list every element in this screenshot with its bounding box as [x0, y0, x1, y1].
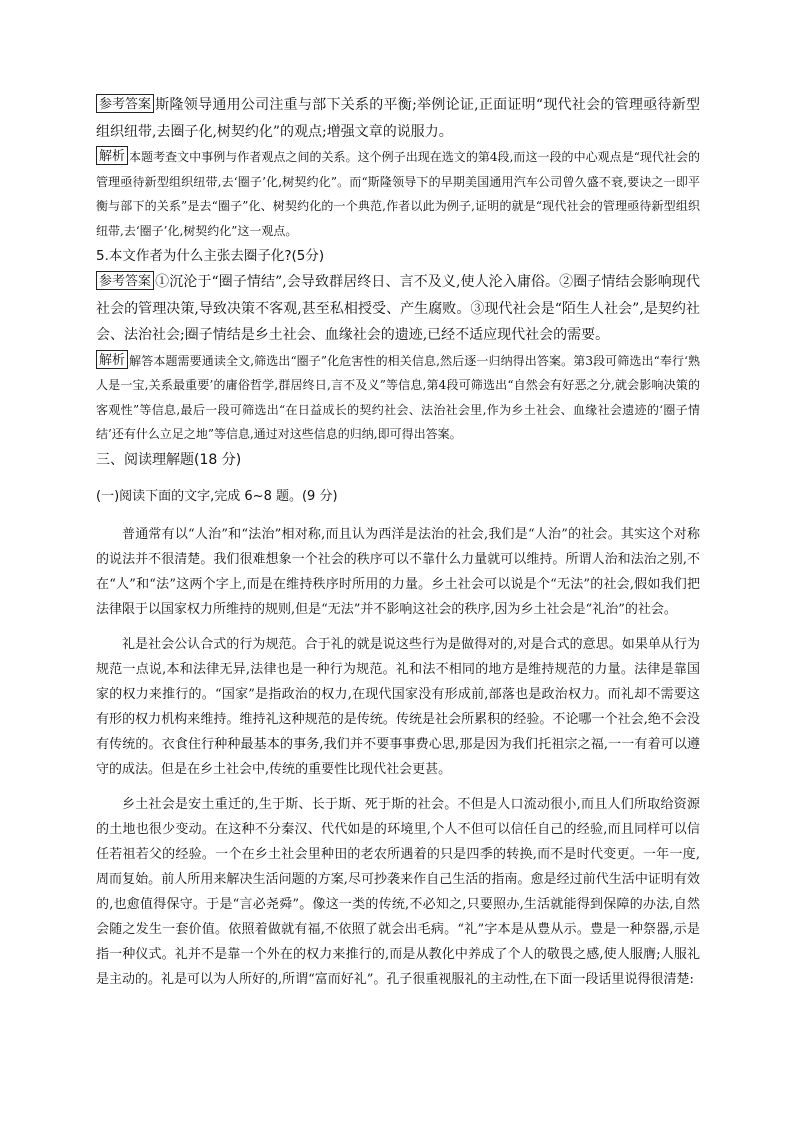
document-page	[96, 92, 700, 992]
q5-analysis-text: 解答本题需要通读全文,筛选出“圈子”化危害性的相关信息,然后逐一归纳得出答案。第3段可筛选出“奉行‘熟人是一宝,关系最重要’的庸俗哲学,群居终日,言不及义”等信息,第4段可筛选出“自然会有好恶之分,就会影响决策的客观性”等信息,最后一段可筛选出“在日益成长的契约社会、法治社会里,作为乡土社会、血缘社会遗迹的‘圈子情结’还有什么立足之地”等信息,通过对这些信息的归纳,即可得出答案。	[96, 353, 700, 441]
q4-analysis	[96, 145, 700, 243]
section-title: 三、阅读理解题(18 分)	[96, 451, 242, 468]
q5-answer	[96, 269, 700, 349]
reading-paragraph-3: 乡土社会是安土重迁的,生于斯、长于斯、死于斯的社会。不但是人口流动很小,而且人们所取给资源的土地也很少变动。在这种不分秦汉、代代如是的环境里,个人不但可以信任自己的经验,而且同样可以信任若祖若父的经验。一个在乡土社会里种田的老农所遇着的只是四季的转换,而不是时代变更。一年一度,周而复始。前人所用来解决生活问题的方案,尽可抄袭来作自己生活的指南。愈是经过前代生活中证明有效的,也愈值得保守。于是“言必尧舜”。像这一类的传统,不必知之,只要照办,生活就能得到保障的办法,自然会随之发生一套价值。依照着做就有福,不依照了就会出毛病。“礼”字本是从豊从示。豊是一种祭器,示是指一种仪式。礼并不是靠一个外在的权力来推行的,而是从教化中养成了个人的敬畏之感,使人服膺;人服礼是主动的。礼是可以为人所好的,所谓“富而好礼”。孔子很重视服礼的主动性,在下面一段话里说得很清楚:	[96, 796, 700, 987]
analysis-label: 解析	[96, 350, 128, 369]
part-intro: (一)阅读下面的文字,完成 6~8 题。(9 分)	[96, 488, 338, 504]
answer-label: 参考答案	[96, 271, 154, 290]
q4-analysis-text: 本题考查文中事例与作者观点之间的关系。这个例子出现在选文的第4段,而这一段的中心观点是“现代社会的管理亟待新型组织纽带,去‘圈子’化,树契约化”。而“斯隆领导下的早期美国通用汽车公司曾久盛不衰,要诀之一即平衡与部下的关系”是去“圈子”化、树契约化的一个典范,作者以此为例子,证明的就是“现代社会的管理亟待新型组织纽带,去‘圈子’化,树契约化”这一观点。	[96, 150, 700, 238]
analysis-label: 解析	[96, 146, 128, 165]
q4-answer-text: 斯隆领导通用公司注重与部下关系的平衡;举例论证,正面证明“现代社会的管理亟待新型组织纽带,去圈子化,树契约化”的观点;增强文章的说服力。	[96, 97, 700, 140]
q5-question: 5.本文作者为什么主张去圈子化?(5分)	[96, 248, 325, 264]
q5-answer-text: ①沉沦于“圈子情结”,会导致群居终日、言不及义,使人沦入庸俗。②圈子情结会影响现代社会的管理决策,导致决策不客观,甚至私相授受、产生腐败。③现代社会是“陌生人社会”,是契约社会、法治社会;圈子情结是乡土社会、血缘社会的遗迹,已经不适应现代社会的需要。	[96, 274, 700, 343]
answer-label: 参考答案	[96, 94, 154, 113]
q4-answer	[96, 92, 700, 145]
reading-paragraph-2: 礼是社会公认合式的行为规范。合于礼的就是说这些行为是做得对的,对是合式的意思。如果单从行为规范一点说,本和法律无异,法律也是一种行为规范。礼和法不相同的地方是维持规范的力量。法律是靠国家的权力来推行的。“国家”是指政治的权力,在现代国家没有形成前,部落也是政治权力。而礼却不需要这有形的权力机构来维持。维持礼这种规范的是传统。传统是社会所累积的经验。不论哪一个社会,绝不会没有传统的。衣食住行种种最基本的事务,我们并不要事事费心思,那是因为我们托祖宗之福,一一有着可以遵守的成法。但是在乡土社会中,传统的重要性比现代社会更甚。	[96, 636, 700, 777]
q5-analysis	[96, 349, 700, 447]
reading-paragraph-1: 普通常有以“人治”和“法治”相对称,而且认为西洋是法治的社会,我们是“人治”的社会。其实这个对称的说法并不很清楚。我们很难想象一个社会的秩序可以不靠什么力量就可以维持。所谓人治和法治之别,不在“人”和“法”这两个字上,而是在维持秩序时所用的力量。乡土社会可以说是个“无法”的社会,假如我们把法律限于以国家权力所维持的规则,但是“无法”并不影响这社会的秩序,因为乡土社会是“礼治”的社会。	[96, 526, 700, 617]
